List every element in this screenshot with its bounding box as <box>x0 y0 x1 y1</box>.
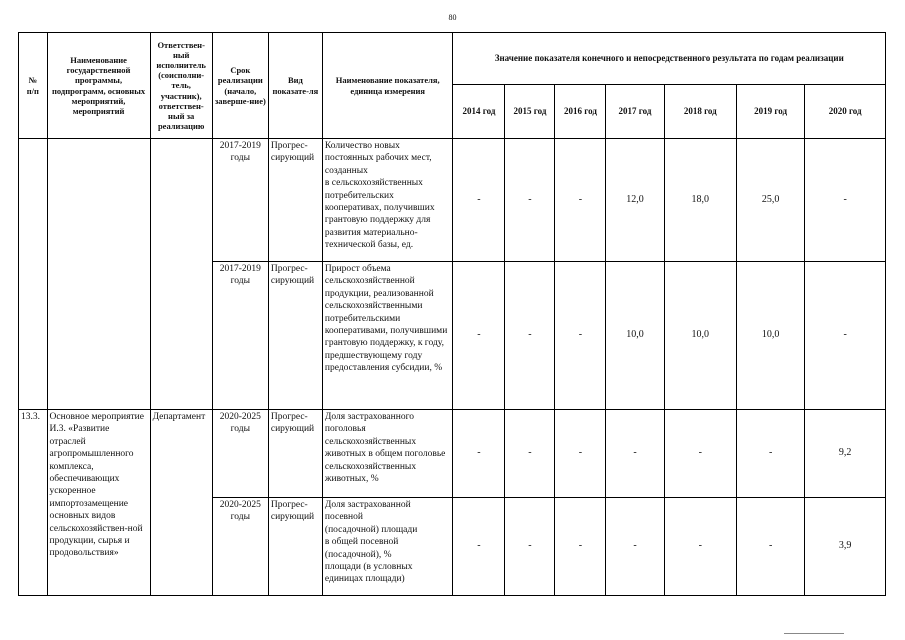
header-term: Срок реализации (начало, заверше-ние) <box>212 33 268 139</box>
header-year-2017: 2017 год <box>606 85 664 139</box>
value-cell: 18,0 <box>664 139 736 262</box>
value-cell: 10,0 <box>664 262 736 410</box>
table-row <box>19 139 886 262</box>
header-year-2014: 2014 год <box>453 85 505 139</box>
page-number: 80 <box>448 13 457 22</box>
header-indicator: Наименование показателя, единица измерения <box>322 33 453 139</box>
table-row <box>19 410 886 498</box>
value-cell: - <box>664 498 736 596</box>
value-cell: - <box>606 410 664 498</box>
value-cell: - <box>736 410 804 498</box>
value-cell: 10,0 <box>606 262 664 410</box>
value-cell: 3,9 <box>805 498 886 596</box>
value-cell: - <box>453 262 505 410</box>
row-term: 2017-2019 годы <box>212 139 268 262</box>
value-cell: - <box>453 498 505 596</box>
value-cell: - <box>505 498 555 596</box>
value-cell: - <box>555 139 606 262</box>
header-num: № п/п <box>19 33 48 139</box>
value-cell: - <box>555 498 606 596</box>
row-kind: Прогрес- сирующий <box>268 410 322 498</box>
value-cell: - <box>555 262 606 410</box>
header-kind: Вид показате-ля <box>268 33 322 139</box>
row-indicator: Доля застрахованного поголовья сельскохозяйственных животных в общем поголовье сельскохозяйственных животных, % <box>322 410 453 498</box>
header-year-2015: 2015 год <box>505 85 555 139</box>
row-indicator: Доля застрахованной посевной (посадочной) площади в общей посевной (посадочной), % площади (в условных единицах площади) <box>322 498 453 596</box>
value-cell: - <box>453 410 505 498</box>
value-cell: - <box>736 498 804 596</box>
header-row-1 <box>19 33 886 85</box>
row-program: Основное мероприятие И.3. «Развитие отраслей агропромышленного комплекса, обеспечивающих ускоренное импортозамещение основных видов сельскохозяйствен-ной продукции, сырья и продовольствия» <box>47 410 150 596</box>
row-kind: Прогрес- сирующий <box>268 262 322 410</box>
row-program <box>47 139 150 410</box>
value-cell: - <box>555 410 606 498</box>
indicators-table <box>18 32 886 596</box>
row-kind: Прогрес- сирующий <box>268 139 322 262</box>
header-year-2018: 2018 год <box>664 85 736 139</box>
header-values-group: Значение показателя конечного и непосредственного результата по годам реализации <box>453 33 886 85</box>
header-year-2016: 2016 год <box>555 85 606 139</box>
row-responsible <box>150 139 212 410</box>
value-cell: 9,2 <box>805 410 886 498</box>
row-term: 2017-2019 годы <box>212 262 268 410</box>
row-kind: Прогрес- сирующий <box>268 498 322 596</box>
header-year-2019: 2019 год <box>736 85 804 139</box>
row-num <box>19 139 48 410</box>
value-cell: - <box>664 410 736 498</box>
value-cell: - <box>606 498 664 596</box>
scan-mark <box>784 633 844 634</box>
row-indicator: Количество новых постоянных рабочих мест, созданных в сельскохозяйственных потребительских кооперативах, получивших грантовую поддержку для развития материально-технической базы, ед. <box>322 139 453 262</box>
row-num: 13.3. <box>19 410 48 596</box>
value-cell: 10,0 <box>736 262 804 410</box>
header-program: Наименование государственной программы, подпрограмм, основных мероприятий, мероприятий <box>47 33 150 139</box>
row-responsible: Департамент <box>150 410 212 596</box>
row-indicator: Прирост объема сельскохозяйственной продукции, реализованной сельскохозяйственными потребительскими кооперативами, получившими грантовую поддержку, к году, предшествующему году предоставления субсидии, % <box>322 262 453 410</box>
value-cell: - <box>805 139 886 262</box>
value-cell: - <box>453 139 505 262</box>
value-cell: 12,0 <box>606 139 664 262</box>
header-year-2020: 2020 год <box>805 85 886 139</box>
value-cell: - <box>805 262 886 410</box>
value-cell: - <box>505 139 555 262</box>
header-responsible: Ответствен-ный исполнитель (соисполни-тель, участник), ответствен-ный за реализацию <box>150 33 212 139</box>
value-cell: 25,0 <box>736 139 804 262</box>
value-cell: - <box>505 262 555 410</box>
value-cell: - <box>505 410 555 498</box>
row-term: 2020-2025 годы <box>212 410 268 498</box>
row-term: 2020-2025 годы <box>212 498 268 596</box>
